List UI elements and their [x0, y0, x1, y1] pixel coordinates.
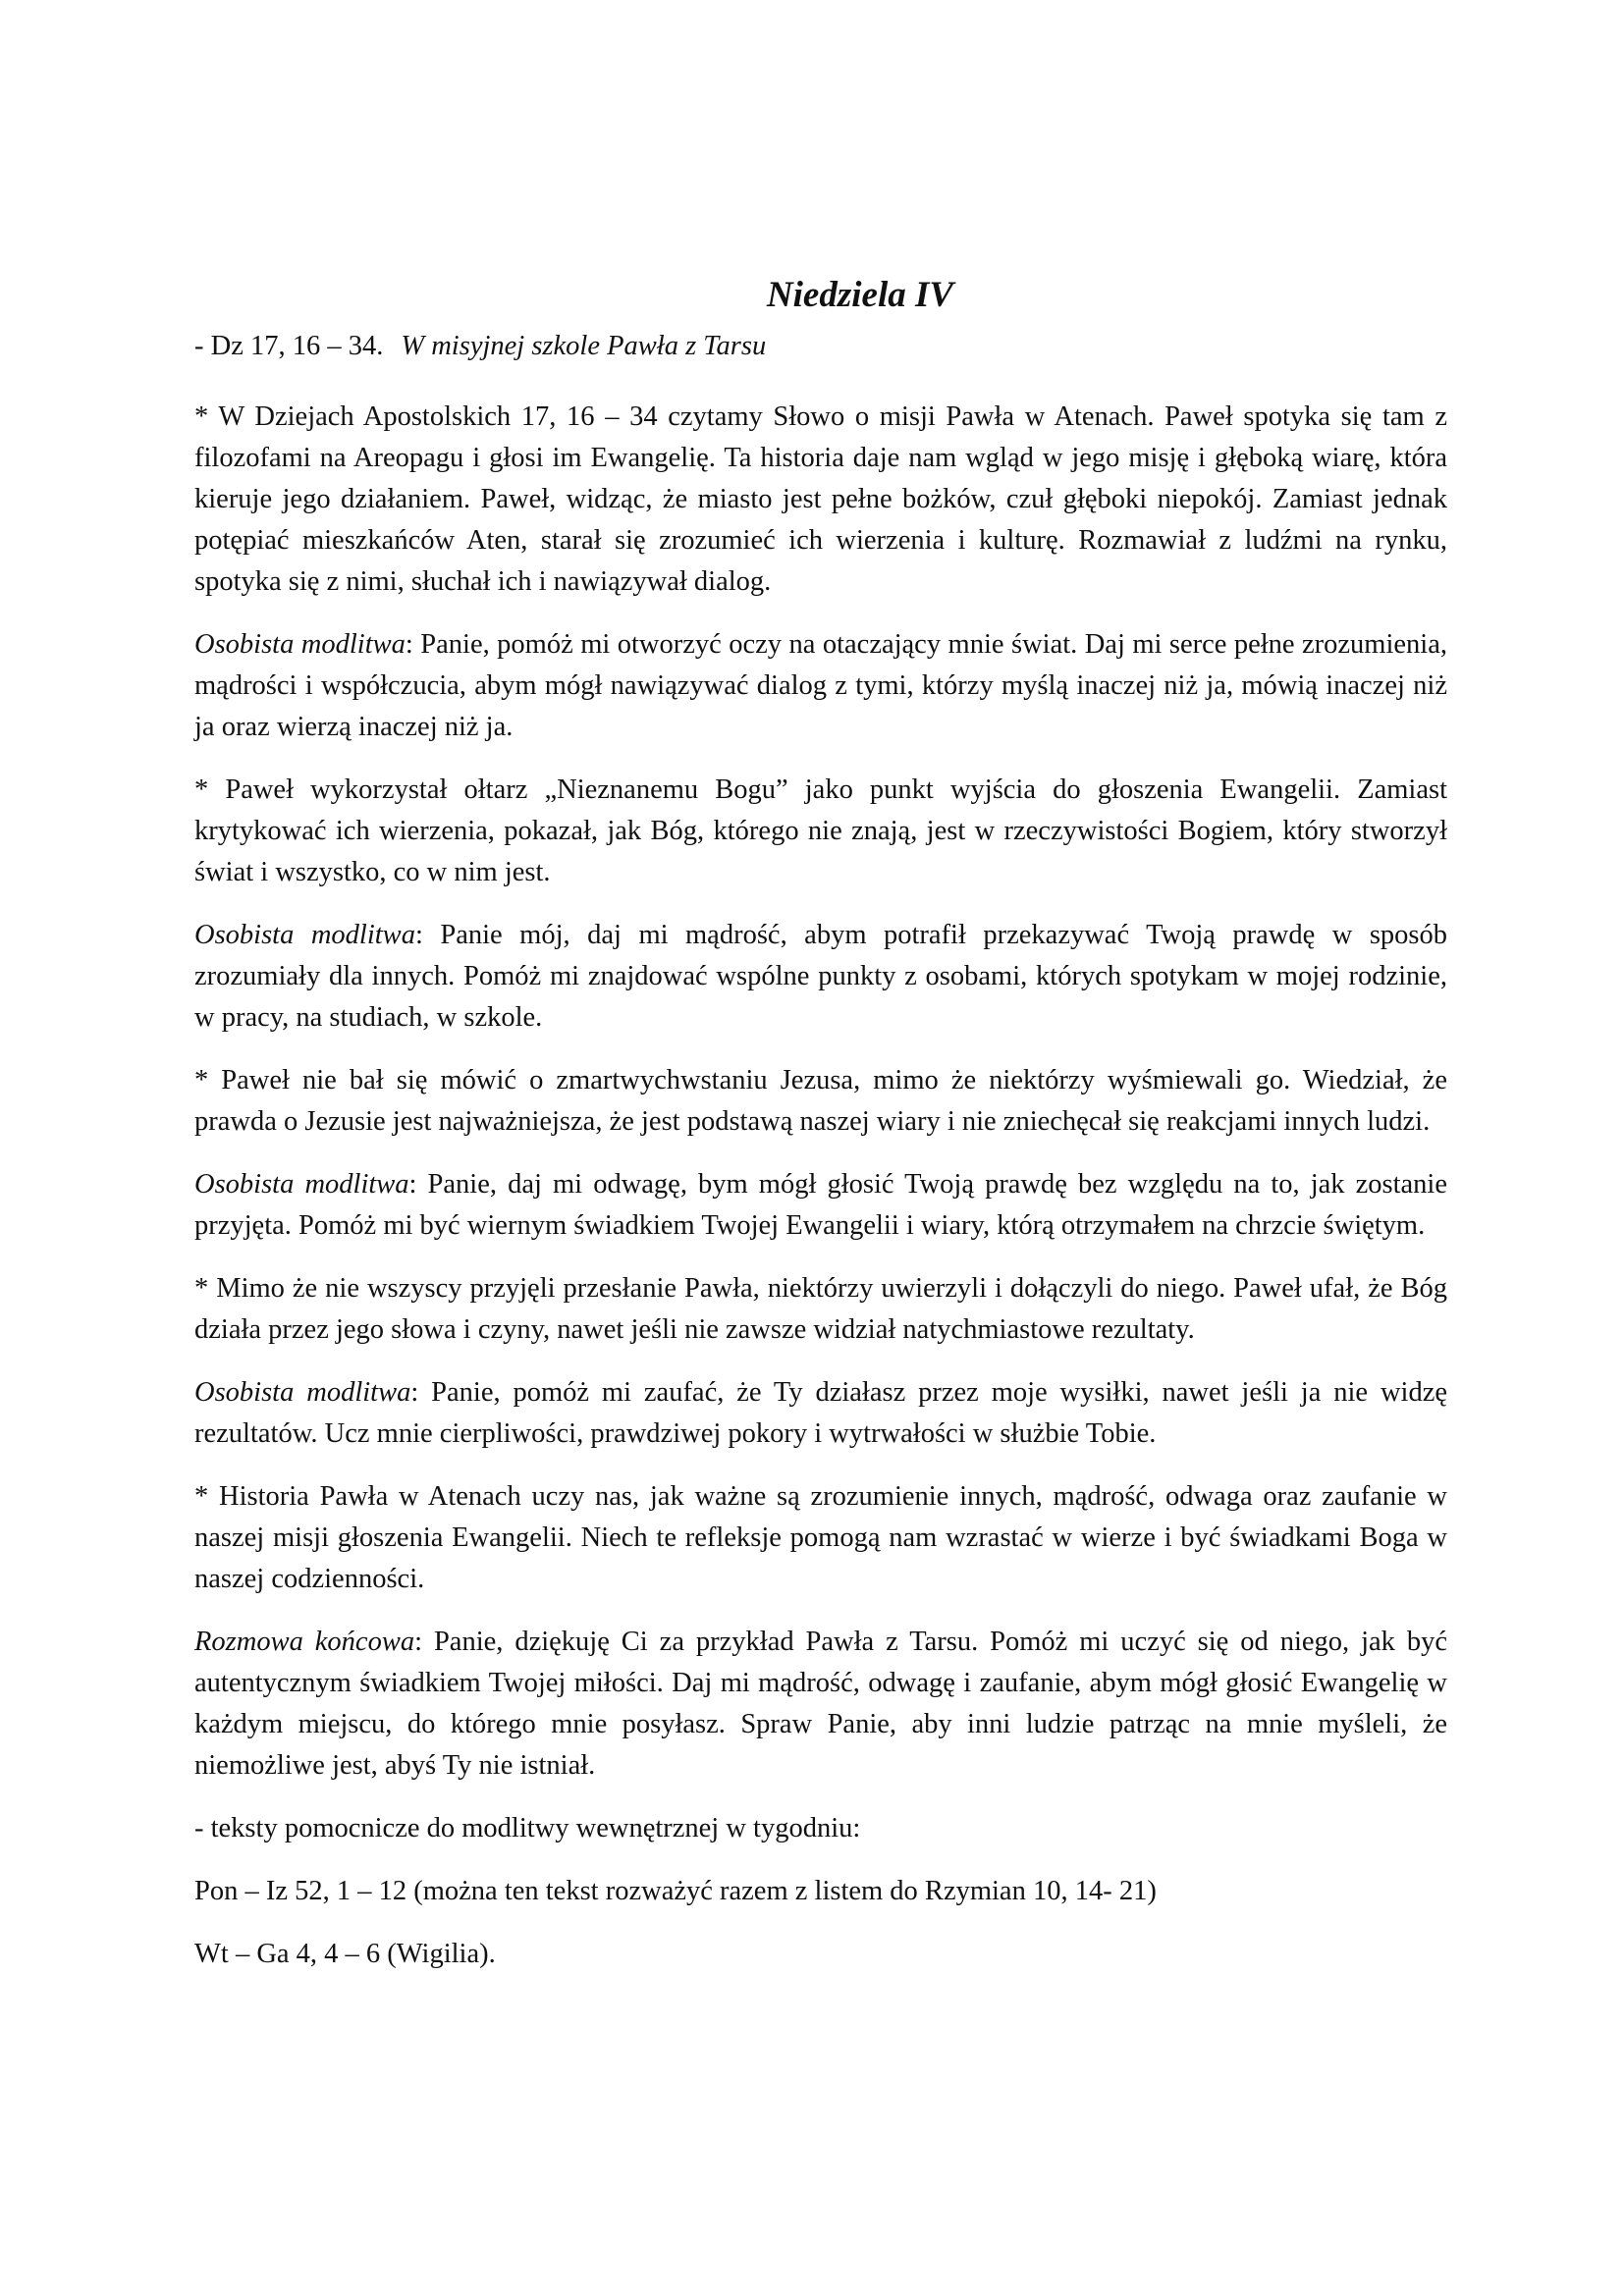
- prayer-label: Osobista modlitwa: [194, 1377, 411, 1408]
- helper-text-item: Wt – Ga 4, 4 – 6 (Wigilia).: [194, 1939, 496, 1969]
- closing-prayer-text: : Panie, dziękuję Ci za przykład Pawła z Tarsu. Pomóż mi uczyć się od niego, jak być autentycznym świadkiem Twojej miłości. Daj mi mądrość, odwagę i zaufanie, abym mógł głosić Ewangelię w każdym miejscu, do którego mnie posyłasz. Spraw Panie, aby inni ludzie patrząc na mnie myśleli, że niemożliwe jest, abyś Ty nie istniał.: [194, 1627, 1447, 1781]
- reflection-text: * Paweł wykorzystał ołtarz „Nieznanemu Bogu” jako punkt wyjścia do głoszenia Ewangelii. Zamiast krytykować ich wierzenia, pokazał, jak Bóg, którego nie znają, jest w rzeczywistości Bogiem, który stworzył świat i wszystko, co w nim jest.: [194, 774, 1447, 887]
- reference-citation: - Dz 17, 16 – 34.: [194, 331, 384, 361]
- page-title: Niedziela IV: [766, 275, 954, 315]
- closing-prayer-label: Rozmowa końcowa: [194, 1627, 415, 1657]
- reflection-text: * Paweł nie bał się mówić o zmartwychwstaniu Jezusa, mimo że niektórzy wyśmiewali go. Wiedział, że prawda o Jezusie jest najważniejsza, że jest podstawą naszej wiary i nie zniechęcał się reakcjami innych ludzi.: [194, 1065, 1447, 1137]
- helper-text-item: Pon – Iz 52, 1 – 12 (można ten tekst rozważyć razem z listem do Rzymian 10, 14- 21): [194, 1876, 1157, 1906]
- prayer-text: : Panie, pomóż mi zaufać, że Ty działasz przez moje wysiłki, nawet jeśli ja nie widzę rezultatów. Ucz mnie cierpliwości, prawdziwej pokory i wytrwałości w służbie Tobie.: [194, 1377, 1448, 1449]
- prayer-text: : Panie, daj mi odwagę, bym mógł głosić Twoją prawdę bez względu na to, jak zostanie przyjęta. Pomóż mi być wiernym świadkiem Twojej Ewangelii i wiary, którą otrzymałem na chrzcie świętym.: [194, 1169, 1447, 1241]
- prayer-text: : Panie mój, daj mi mądrość, abym potrafił przekazywać Twoją prawdę w sposób zrozumiały dla innych. Pomóż mi znajdować wspólne punkty z osobami, których spotykam w mojej rodzinie, w pracy, na studiach, w szkole.: [194, 920, 1448, 1033]
- reflection-text: * Mimo że nie wszyscy przyjęli przesłanie Pawła, niektórzy uwierzyli i dołączyli do niego. Paweł ufał, że Bóg działa przez jego słowa i czyny, nawet jeśli nie zawsze widział natychmiastowe rezultaty.: [194, 1273, 1447, 1345]
- closing-prayer-paragraph: [194, 1622, 1447, 1787]
- prayer-paragraph: [194, 624, 1447, 748]
- prayer-label: Osobista modlitwa: [194, 920, 415, 950]
- prayer-label: Osobista modlitwa: [194, 1169, 409, 1200]
- reflection-text: * Historia Pawła w Atenach uczy nas, jak ważne są zrozumienie innych, mądrość, odwaga oraz zaufanie w naszej misji głoszenia Ewangelii. Niech te refleksje pomogą nam wzrastać w wierze i być świadkami Boga w naszej codzienności.: [194, 1481, 1447, 1594]
- prayer-paragraph: [194, 1164, 1447, 1247]
- document-page: [194, 273, 1447, 1997]
- reflection-paragraph: [194, 1476, 1447, 1600]
- reference-theme: W misyjnej szkole Pawła z Tarsu: [401, 331, 767, 361]
- helper-intro: - teksty pomocnicze do modlitwy wewnętrznej w tygodniu:: [194, 1813, 861, 1843]
- reflection-paragraph: [194, 770, 1447, 893]
- reflection-paragraph: [194, 1060, 1447, 1143]
- reflection-text: * W Dziejach Apostolskich 17, 16 – 34 czytamy Słowo o misji Pawła w Atenach. Paweł spotyka się tam z filozofami na Areopagu i głosi im Ewangelię. Ta historia daje nam wgląd w jego misję i głęboką wiarę, która kieruje jego działaniem. Paweł, widząc, że miasto jest pełne bożków, czuł głęboki niepokój. Zamiast jednak potępiać mieszkańców Aten, starał się zrozumieć ich wierzenia i kulturę. Rozmawiał z ludźmi na rynku, spotyka się z nimi, słuchał ich i nawiązywał dialog.: [194, 401, 1447, 597]
- prayer-text: : Panie, pomóż mi otworzyć oczy na otaczający mnie świat. Daj mi serce pełne zrozumienia, mądrości i współczucia, abym mógł nawiązywać dialog z tymi, którzy myślą inaczej niż ja, mówią inaczej niż ja oraz wierzą inaczej niż ja.: [194, 629, 1447, 742]
- prayer-label: Osobista modlitwa: [194, 629, 406, 660]
- reflection-paragraph: [194, 1268, 1447, 1351]
- reflection-paragraph: [194, 397, 1447, 603]
- scripture-reference: [194, 326, 1447, 367]
- prayer-paragraph: [194, 1372, 1447, 1455]
- prayer-paragraph: [194, 915, 1447, 1039]
